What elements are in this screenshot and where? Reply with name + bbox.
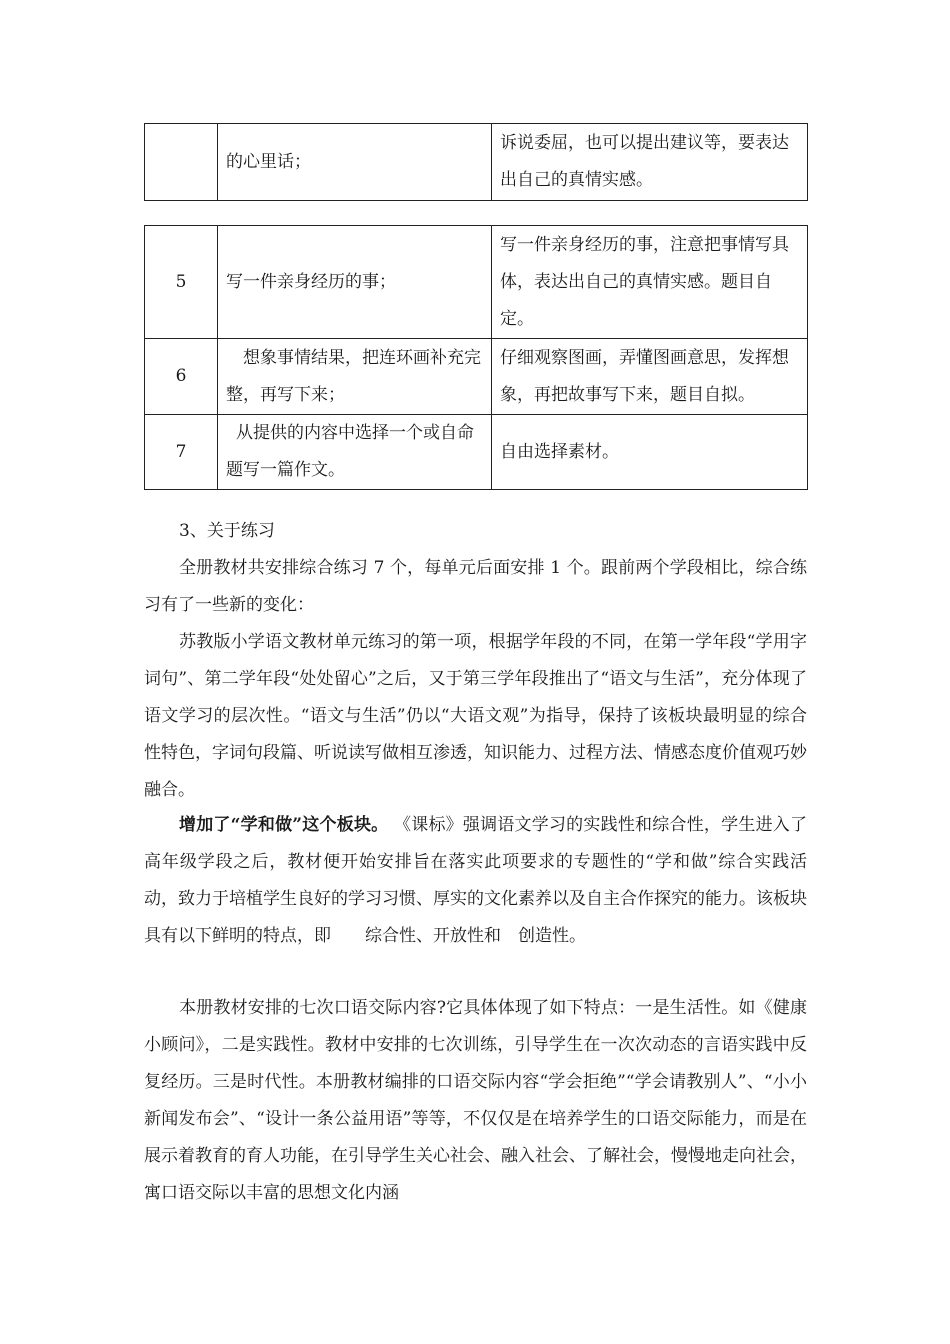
paragraph xyxy=(144,624,807,809)
paragraph xyxy=(144,990,807,1212)
paragraph xyxy=(144,807,807,955)
row-number-cell: 7 xyxy=(145,415,218,490)
requirement-cell: 自由选择素材。 xyxy=(492,415,808,490)
row-number-cell xyxy=(145,124,218,201)
content-cell: 从提供的内容中选择一个或自命题写一篇作文。 xyxy=(218,415,492,490)
requirement-cell: 写一件亲身经历的事，注意把事情写具体，表达出自己的真情实感。题目自定。 xyxy=(492,226,808,339)
paragraph-rest: 《课标》强调语文学习的实践性和综合性，学生进入了高年级学段之后，教材便开始安排旨在落实此项要求的专题性的“学和做”综合实践活动，致力于培植学生良好的学习习惯、厚实的文化素养以及自主合作探究的能力。该板块具有以下鲜明的特点，即 综合性、开放性和 创造性。 xyxy=(144,815,808,946)
exercise-table-continued xyxy=(144,123,808,201)
bold-lead-sentence: 增加了“学和做”这个板块。 xyxy=(179,815,389,835)
requirement-cell: 诉说委屈，也可以提出建议等，要表达出自己的真情实感。 xyxy=(492,124,808,201)
content-cell: 的心里话； xyxy=(218,124,492,201)
row-number-cell: 6 xyxy=(145,339,218,415)
table-row xyxy=(145,226,808,339)
table-row xyxy=(145,124,808,201)
paragraph-text: 全册教材共安排综合练习 7 个，每单元后面安排 1 个。跟前两个学段相比，综合练习有了一些新的变化： xyxy=(144,558,807,615)
table-row xyxy=(145,415,808,490)
paragraph-text: 苏教版小学语文教材单元练习的第一项，根据学年段的不同，在第一学年段“学用字词句”、第二学年段“处处留心”之后，又于第三学年段推出了“语文与生活”，充分体现了语文学习的层次性。“语文与生活”仍以“大语文观”为指导，保持了该板块最明显的综合性特色，字词句段篇、听说读写做相互渗透，知识能力、过程方法、情感态度价值观巧妙融合。 xyxy=(144,632,807,800)
paragraph-text xyxy=(144,807,807,955)
paragraph xyxy=(144,550,807,624)
paragraph-text: 本册教材安排的七次口语交际内容?它具体体现了如下特点：一是生活性。如《健康小顾问》，二是实践性。教材中安排的七次训练，引导学生在一次次动态的言语实践中反复经历。三是时代性。本册教材编排的口语交际内容“学会拒绝”“学会请教别人”、“小小新闻发布会”、“设计一条公益用语”等等，不仅仅是在培养学生的口语交际能力，而是在展示着教育的育人功能，在引导学生关心社会、融入社会、了解社会，慢慢地走向社会，寓口语交际以丰富的思想文化内涵 xyxy=(144,998,807,1203)
table-row xyxy=(145,339,808,415)
row-number-cell: 5 xyxy=(145,226,218,339)
content-cell: 想象事情结果，把连环画补充完整，再写下来； xyxy=(218,339,492,415)
requirement-cell: 仔细观察图画，弄懂图画意思，发挥想象，再把故事写下来，题目自拟。 xyxy=(492,339,808,415)
content-cell: 写一件亲身经历的事； xyxy=(218,226,492,339)
exercise-table xyxy=(144,225,808,490)
section-heading: 3、关于练习 xyxy=(179,521,275,541)
